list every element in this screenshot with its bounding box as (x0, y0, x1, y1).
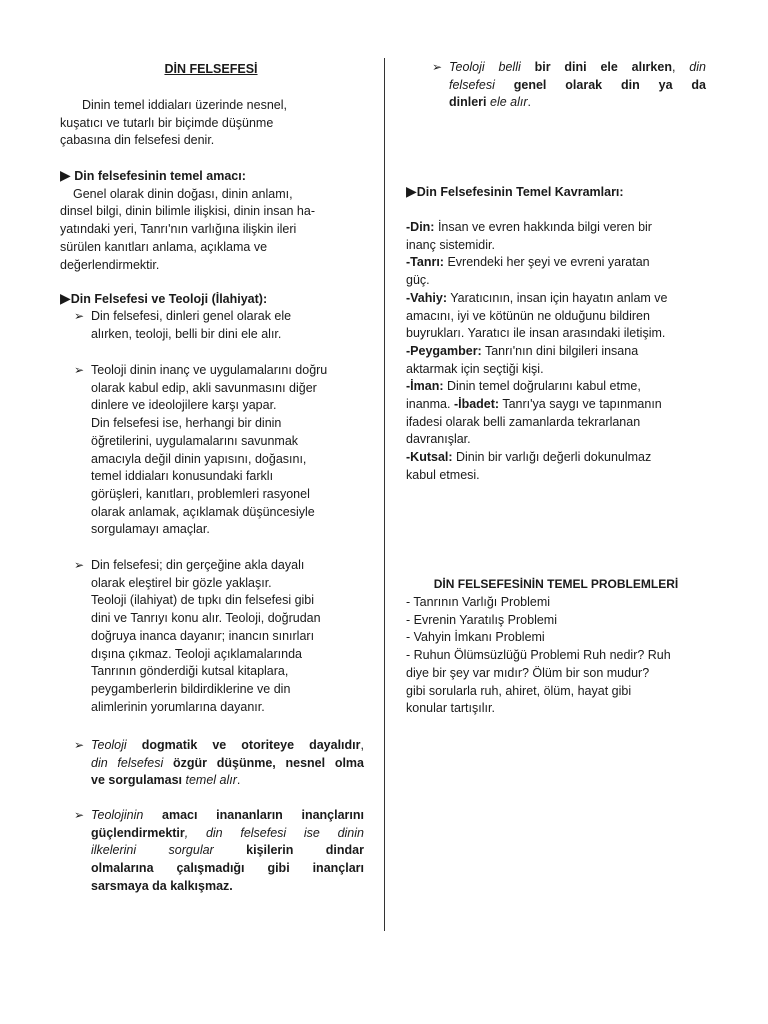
arrow-bullet-icon: ➢ (74, 363, 85, 377)
theology-heading-text: Din Felsefesi ve Teoloji (İlahiyat): (70, 292, 268, 306)
triangle-icon: ▶ (60, 290, 71, 306)
bullet-line: öğretilerini, uygulamalarını savunmak (91, 433, 299, 448)
concept-def: Yaratıcının, insan için hayatın anlam ve (447, 290, 668, 305)
concept-def: ifadesi olarak belli zamanlarda tekrarlanan (406, 414, 641, 429)
bullet-line: olarak anlamak, açıklamak düşüncesiyle (91, 504, 315, 519)
problem-line: - Vahyin İmkanı Problemi (406, 630, 545, 645)
concept-line (406, 449, 706, 467)
bold-phrase: amacı inananların inançlarını (162, 808, 364, 822)
concept-line (406, 237, 706, 255)
concepts-heading-text: Din Felsefesinin Temel Kavramları: (416, 185, 624, 199)
problem-line: gibi sorularla ruh, ahiret, ölüm, hayat gibi (406, 683, 632, 698)
triangle-icon: ▶ (406, 183, 417, 199)
concept-line (406, 272, 706, 290)
problem-line: - Ruhun Ölümsüzlüğü Problemi Ruh nedir? Ruh (406, 648, 671, 663)
bold-phrase: dogmatik ve otoriteye dayalıdır (141, 738, 361, 752)
intro-line: çabasına din felsefesi denir. (60, 133, 215, 148)
problem-line: diye bir şey var mıdır? Ölüm bir son mudur? (406, 665, 650, 680)
problem-line: - Tanrının Varlığı Problemi (406, 595, 551, 609)
concepts-list (406, 219, 706, 485)
bullet-line: dini ve Tanrıyı konu alır. Teoloji, doğrudan (91, 611, 321, 626)
aim-heading (60, 167, 362, 186)
concept-def: Tanrı'nın dini bilgileri insana (481, 343, 639, 358)
bullet-line: dinlere ve ideolojilere karşı yapar. (91, 398, 277, 413)
arrow-bullet-icon: ➢ (74, 738, 85, 752)
bullet-line (449, 77, 706, 95)
bullet-line: olarak kabul edip, akli savunmasını diğer (91, 380, 317, 395)
comma: , (360, 738, 364, 752)
concept-term: -İman: (406, 379, 444, 394)
aim-section (60, 167, 362, 274)
concept-term: -Peygamber: (406, 343, 482, 358)
concept-line (406, 467, 706, 485)
italic-phrase: temel alır (185, 773, 237, 788)
bullet-line: Din felsefesi, dinleri genel olarak ele (91, 309, 292, 323)
column-divider (384, 58, 385, 931)
problem-line: - Evrenin Yaratılış Problemi (406, 612, 557, 627)
bullet-line: olarak eleştirel bir gözle yaklaşır. (91, 575, 272, 590)
italic-phrase: Teoloji belli (449, 60, 521, 74)
bold-phrase: özgür düşünme, nesnel olma (173, 755, 364, 770)
aim-line: sürülen kanıtları anlama, açıklama ve (60, 239, 268, 254)
bullet-line: Teoloji dinin inanç ve uygulamalarını doğru (91, 363, 328, 377)
italic-phrase: felsefesi (449, 77, 495, 92)
concept-line (406, 219, 706, 237)
bullet-line: dışına çıkmaz. Teoloji açıklamalarında (91, 646, 302, 661)
concept-term: -Vahiy: (406, 290, 447, 305)
concept-def: güç. (406, 273, 430, 288)
aim-heading-text: Din felsefesinin temel amacı: (74, 169, 246, 183)
bullet-line (449, 59, 706, 77)
concept-line (406, 308, 706, 326)
bold-phrase: ve sorgulaması (91, 773, 183, 788)
arrow-bullet-icon: ➢ (74, 808, 85, 822)
bold-phrase: genel olarak din ya da (513, 77, 706, 92)
bullet-line: Tanrının gönderdiği kutsal kitaplara, (91, 664, 289, 679)
bold-phrase: sarsmaya da kalkışmaz. (91, 878, 233, 893)
bullet-line (91, 772, 364, 790)
bold-phrase: güçlendirmektir (91, 825, 185, 840)
period: . (236, 773, 241, 788)
bullet-line: Din felsefesi ise, herhangi bir dinin (91, 416, 282, 431)
bullet-line (91, 860, 364, 878)
bullet-line: amacıyla değil dinin yapısını, doğasını, (91, 451, 307, 466)
aim-line: dinsel bilgi, dinin bilimle ilişkisi, dinin insan ha- (60, 204, 315, 219)
intro-line: Dinin temel iddiaları üzerinde nesnel, (82, 98, 287, 112)
triangle-icon: ▶ (60, 167, 71, 183)
concept-line (406, 343, 706, 361)
concept-term: -Din: (406, 220, 435, 234)
bullet-line: sorgulamayı amaçlar. (91, 522, 210, 537)
arrow-bullet-icon: ➢ (74, 309, 85, 323)
concepts-heading (406, 183, 706, 202)
bullet-line (91, 737, 364, 755)
bullet-item (74, 362, 364, 539)
bullet-line (91, 755, 364, 773)
italic-phrase: ilkelerini sorgular (91, 843, 214, 858)
italic-phrase: ele alır (490, 95, 528, 110)
bullet-line: görüşleri, kanıtları, problemleri rasyonel (91, 486, 310, 501)
concept-line (406, 378, 706, 396)
concept-term: -Tanrı: (406, 255, 444, 270)
concept-def: inanma. (406, 397, 454, 412)
concept-line (406, 414, 706, 432)
bullet-line: Teoloji (ilahiyat) de tıpkı din felsefesi gibi (91, 593, 315, 608)
bullet-item (74, 557, 364, 716)
concept-def: kabul etmesi. (406, 467, 480, 482)
page-title: DİN FELSEFESİ (164, 62, 258, 76)
aim-line: değerlendirmektir. (60, 257, 160, 272)
bullet-line (91, 878, 364, 896)
concept-def: Evrendeki her şeyi ve evreni yaratan (443, 255, 650, 270)
concept-def: inanç sistemidir. (406, 237, 495, 252)
comma: , (671, 60, 676, 74)
bullet-item (74, 807, 364, 896)
bold-phrase: kişilerin dindar (246, 843, 364, 858)
concept-def: amacını, iyi ve kötünün ne olduğunu bildiren (406, 308, 650, 323)
concept-line (406, 431, 706, 449)
arrow-bullet-icon: ➢ (74, 558, 85, 572)
concept-def: buyrukları. Yaratıcı ile insan arasındaki iletişim. (406, 326, 666, 341)
bold-phrase: dinleri (449, 95, 487, 110)
problem-line: konular tartışılır. (406, 701, 495, 716)
concept-line (406, 254, 706, 272)
bullet-item (432, 59, 706, 112)
intro-paragraph (60, 97, 362, 150)
bullet-line (449, 94, 706, 112)
arrow-bullet-icon: ➢ (432, 60, 443, 74)
bullet-line: alırken, teoloji, belli bir dini ele alır. (91, 326, 282, 341)
problems-list (406, 594, 706, 718)
aim-line: Genel olarak dinin doğası, dinin anlamı, (73, 186, 293, 201)
italic-phrase: din (689, 60, 706, 74)
concept-line (406, 290, 706, 308)
concept-term: -İbadet: (453, 397, 500, 412)
concept-def: aktarmak için seçtiği kişi. (406, 361, 544, 376)
concept-line (406, 361, 706, 379)
bullet-line: doğruya inanca dayanır; inancın sınırları (91, 628, 315, 643)
concept-def: Tanrı'ya saygı ve tapınmanın (499, 397, 662, 412)
bullet-line: alimlerinin yorumlarına dayanır. (91, 699, 265, 714)
concept-def: davranışlar. (406, 432, 471, 447)
bullet-item (74, 308, 364, 343)
bullet-line: Din felsefesi; din gerçeğine akla dayalı (91, 558, 305, 572)
aim-line: yatındaki yeri, Tanrı'nın varlığına ilişkin ileri (60, 222, 297, 237)
italic-phrase: , din felsefesi ise dinin (184, 825, 364, 840)
bold-phrase: bir dini ele alırken (534, 60, 672, 74)
theology-heading (60, 290, 362, 309)
term-din-felsefesi: din felsefesi (91, 755, 164, 770)
term-teolojinin: Teolojinin (91, 808, 144, 822)
concept-def: İnsan ve evren hakkında bilgi veren bir (434, 220, 652, 234)
problems-heading-text: DİN FELSEFESİNİN TEMEL PROBLEMLERİ (433, 577, 679, 591)
bullet-line (91, 825, 364, 843)
concept-term: -Kutsal: (406, 450, 453, 465)
concept-line (406, 325, 706, 343)
concept-def: Dinin temel doğrularını kabul etme, (443, 379, 641, 394)
term-teoloji: Teoloji (91, 738, 127, 752)
period: . (527, 95, 532, 110)
bullet-line (91, 842, 364, 860)
concept-def: Dinin bir varlığı değerli dokunulmaz (452, 450, 652, 465)
intro-line: kuşatıcı ve tutarlı bir biçimde düşünme (60, 115, 274, 130)
concept-line (406, 396, 706, 414)
bold-phrase: olmalarına çalışmadığı gibi inançları (91, 861, 364, 876)
bullet-line (91, 807, 364, 825)
problems-heading (406, 576, 706, 594)
bullet-item (74, 737, 364, 790)
bullet-line: temel iddiaları konusundaki farklı (91, 469, 274, 484)
bullet-line: peygamberlerin bildirdiklerine ve din (91, 681, 291, 696)
